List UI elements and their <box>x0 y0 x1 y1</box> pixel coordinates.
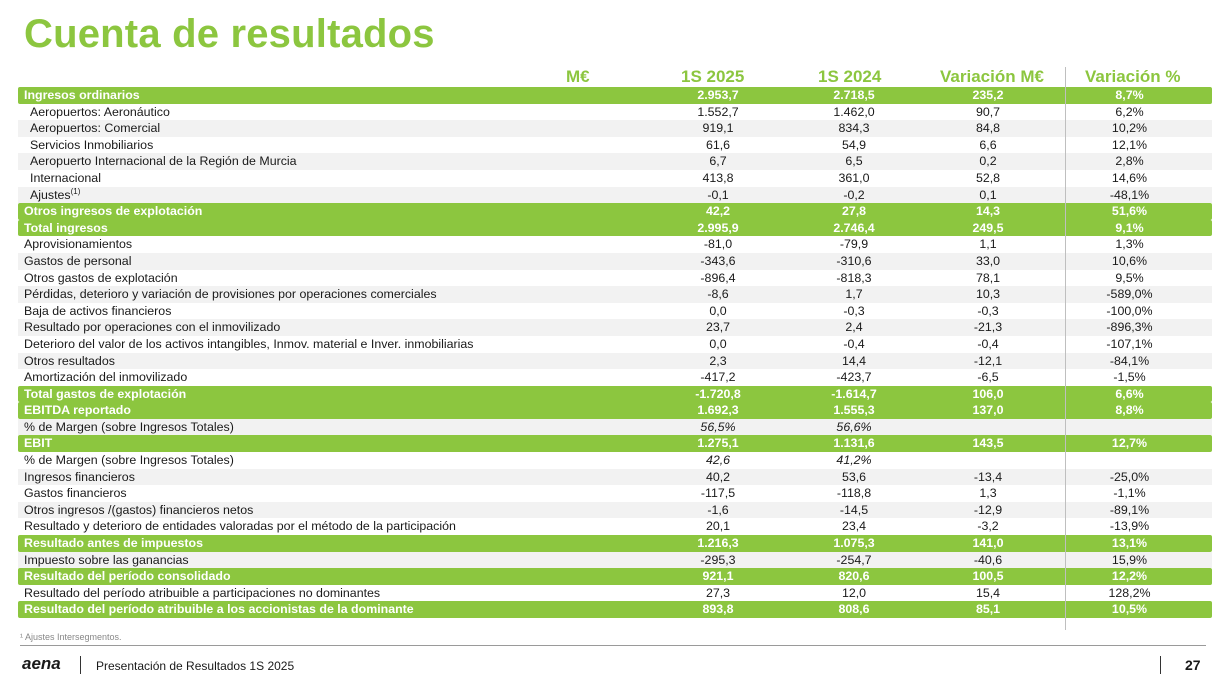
row-label <box>24 518 456 535</box>
cell-variacion-meur: -0,4 <box>977 336 999 351</box>
table-row-highlight <box>18 402 1212 419</box>
cell-1s2024: 23,4 <box>841 519 867 534</box>
cell-variacion-pct: -1,1% <box>1113 486 1146 501</box>
column-header-1s2024: 1S 2024 <box>818 67 882 86</box>
cell-variacion-meur: 235,2 <box>972 88 1004 102</box>
cell-variacion-pct: 1,3% <box>1115 237 1144 252</box>
cell-1s2025: 0,0 <box>709 336 727 351</box>
cell-variacion-pct: 14,6% <box>1111 170 1148 185</box>
cell-1s2025: -295,3 <box>700 552 736 567</box>
cell-variacion-meur: 137,0 <box>972 403 1004 418</box>
table-row-highlight <box>18 601 1212 618</box>
cell-variacion-pct: -100,0% <box>1106 303 1153 318</box>
cell-variacion-meur: -40,6 <box>973 552 1003 567</box>
cell-1s2025: 2.995,9 <box>697 220 739 235</box>
cell-1s2024: 361,0 <box>838 170 870 185</box>
row-label-text: Otros gastos de explotación <box>24 270 178 285</box>
cell-1s2024: 820,6 <box>838 569 870 584</box>
cell-1s2024: 808,6 <box>838 602 870 617</box>
row-label <box>24 568 231 585</box>
row-label-text: % de Margen (sobre Ingresos Totales) <box>24 453 234 468</box>
table-row <box>18 585 1212 602</box>
cell-variacion-meur: 143,5 <box>972 436 1004 451</box>
row-label-text: Deterioro del valor de los activos intangibles, Inmov. material e Inver. inmobiliarias <box>24 336 474 351</box>
cell-1s2025: 893,8 <box>702 602 734 617</box>
row-label-text: Resultado por operaciones con el inmovilizado <box>24 320 281 335</box>
cell-1s2024: -1.614,7 <box>831 386 877 401</box>
table-row <box>18 137 1212 154</box>
table-row-highlight <box>18 203 1212 220</box>
cell-1s2025: 1.552,7 <box>697 104 739 119</box>
table-row <box>18 170 1212 187</box>
row-label <box>24 353 115 370</box>
cell-variacion-pct: -25,0% <box>1109 469 1150 484</box>
table-row <box>18 253 1212 270</box>
cell-1s2025: 20,1 <box>705 519 731 534</box>
cell-variacion-pct: 128,2% <box>1108 585 1151 600</box>
row-label-text: EBITDA reportado <box>24 403 131 418</box>
cell-variacion-meur: 141,0 <box>972 536 1004 551</box>
cell-1s2025: 1.216,3 <box>697 536 739 551</box>
table-row <box>18 104 1212 121</box>
cell-1s2025: -1.720,8 <box>695 386 741 401</box>
row-label-text: Gastos financieros <box>24 486 127 501</box>
cell-variacion-pct <box>1063 452 1196 469</box>
row-label <box>24 220 108 237</box>
cell-1s2024: 1.131,6 <box>833 436 875 451</box>
cell-1s2024: 2,4 <box>845 320 863 335</box>
row-label-text: Ingresos ordinarios <box>24 88 140 102</box>
row-label <box>30 137 153 154</box>
cell-variacion-meur: 249,5 <box>972 220 1004 235</box>
cell-variacion-meur: 1,3 <box>979 486 997 501</box>
table-row <box>18 187 1212 204</box>
cell-1s2024: -118,8 <box>836 486 872 501</box>
income-statement-table <box>18 87 1212 618</box>
row-label <box>24 452 234 469</box>
cell-variacion-meur: -12,1 <box>973 353 1003 368</box>
cell-variacion-meur <box>905 419 1071 436</box>
row-label-text: Resultado del período consolidado <box>24 569 231 584</box>
cell-variacion-pct: -89,1% <box>1109 502 1150 517</box>
table-row <box>18 353 1212 370</box>
cell-variacion-pct: -13,9% <box>1109 519 1150 534</box>
cell-1s2025: -1,6 <box>707 502 729 517</box>
row-label <box>24 386 186 403</box>
row-label-text: Internacional <box>30 170 101 185</box>
row-label <box>30 187 80 204</box>
cell-1s2024: -254,7 <box>836 552 872 567</box>
cell-variacion-meur: 90,7 <box>975 104 1001 119</box>
cell-variacion-pct <box>1063 419 1196 436</box>
cell-variacion-meur: 10,3 <box>975 287 1001 302</box>
cell-1s2025: 919,1 <box>702 121 734 136</box>
cell-1s2025: 42,6 <box>705 453 731 468</box>
row-label <box>24 253 131 270</box>
row-label-text: Resultado del período atribuible a los accionistas de la dominante <box>24 602 414 617</box>
row-label <box>24 369 187 386</box>
row-label <box>24 435 52 452</box>
row-label-text: Aprovisionamientos <box>24 237 133 252</box>
table-row <box>18 369 1212 386</box>
cell-variacion-meur: -3,2 <box>977 519 999 534</box>
cell-1s2024: -0,3 <box>843 303 865 318</box>
cell-1s2025: -0,1 <box>707 187 729 202</box>
cell-1s2025: 27,3 <box>705 585 731 600</box>
row-label-text: Gastos de personal <box>24 253 132 268</box>
cell-variacion-pct: 2,8% <box>1115 154 1144 169</box>
column-header-variacion-meur: Variación M€ <box>940 67 1044 86</box>
cell-variacion-meur: 84,8 <box>975 121 1001 136</box>
cell-1s2025: 42,2 <box>705 204 731 219</box>
cell-variacion-pct: 10,2% <box>1111 121 1148 136</box>
row-label-text: Ajustes <box>30 187 71 202</box>
table-row-highlight <box>18 435 1212 452</box>
cell-1s2024: -423,7 <box>836 370 872 385</box>
row-label-text: Resultado antes de impuestos <box>24 536 204 551</box>
cell-variacion-meur: 52,8 <box>975 170 1001 185</box>
cell-1s2024: -79,9 <box>839 237 869 252</box>
cell-variacion-meur: 14,3 <box>975 204 1001 219</box>
table-row <box>18 485 1212 502</box>
cell-variacion-pct: 10,5% <box>1111 602 1148 617</box>
table-row <box>18 336 1212 353</box>
cell-1s2025: 1.275,1 <box>697 436 739 451</box>
cell-1s2024: 1,7 <box>845 287 863 302</box>
cell-variacion-pct: 13,1% <box>1111 536 1148 551</box>
cell-variacion-meur: 0,1 <box>979 187 997 202</box>
cell-variacion-meur: -21,3 <box>973 320 1003 335</box>
cell-1s2024: 53,6 <box>841 469 867 484</box>
row-label <box>30 120 160 137</box>
column-header-1s2025: 1S 2025 <box>681 67 745 86</box>
row-label-text: Otros ingresos /(gastos) financieros netos <box>24 502 254 517</box>
cell-variacion-meur: 6,6 <box>979 137 997 152</box>
cell-1s2025: 2.953,7 <box>697 88 739 102</box>
row-label-text: EBIT <box>24 436 53 451</box>
cell-1s2025: 1.692,3 <box>697 403 739 418</box>
table-row <box>18 552 1212 569</box>
cell-variacion-pct: 51,6% <box>1111 204 1148 219</box>
cell-variacion-meur: 0,2 <box>979 154 997 169</box>
table-row <box>18 319 1212 336</box>
cell-variacion-meur: 15,4 <box>975 585 1001 600</box>
row-label-text: Otros resultados <box>24 353 115 368</box>
cell-variacion-pct: 10,6% <box>1111 253 1148 268</box>
cell-variacion-pct: -589,0% <box>1106 287 1153 302</box>
row-label-text: Total gastos de explotación <box>24 386 187 401</box>
cell-1s2025: -417,2 <box>700 370 736 385</box>
cell-1s2024: 56,6% <box>836 419 872 434</box>
footnote: ¹ Ajustes Intersegmentos. <box>20 632 122 642</box>
cell-1s2025: -343,6 <box>700 253 736 268</box>
unit-header: M€ <box>566 67 590 86</box>
footer-divider <box>20 645 1206 646</box>
row-label <box>24 469 135 486</box>
cell-variacion-pct: -1,5% <box>1113 370 1146 385</box>
cell-variacion-meur: -13,4 <box>973 469 1003 484</box>
cell-variacion-pct: 12,7% <box>1111 436 1148 451</box>
row-label-text: Resultado del período atribuible a participaciones no dominantes <box>24 585 381 600</box>
row-label <box>24 419 234 436</box>
table-row <box>18 469 1212 486</box>
cell-variacion-pct: 9,1% <box>1115 220 1144 235</box>
row-label <box>24 552 189 569</box>
cell-1s2024: 2.718,5 <box>833 88 875 102</box>
row-label-text: Amortización del inmovilizado <box>24 370 188 385</box>
row-label <box>30 104 170 121</box>
row-label-text: Impuesto sobre las ganancias <box>24 552 189 567</box>
table-row <box>18 120 1212 137</box>
row-label <box>30 153 297 170</box>
cell-variacion-meur: 33,0 <box>975 253 1001 268</box>
row-label <box>24 601 414 618</box>
cell-1s2024: 1.075,3 <box>833 536 875 551</box>
cell-1s2024: -0,4 <box>843 336 865 351</box>
cell-variacion-meur: -6,5 <box>977 370 999 385</box>
cell-variacion-meur: -0,3 <box>977 303 999 318</box>
cell-1s2024: 834,3 <box>838 121 870 136</box>
row-label <box>24 303 171 320</box>
row-label-text: Resultado y deterioro de entidades valoradas por el método de la participación <box>24 519 456 534</box>
footer-separator <box>80 656 81 674</box>
cell-1s2025: 6,7 <box>709 154 727 169</box>
cell-1s2025: 61,6 <box>705 137 731 152</box>
cell-1s2025: 23,7 <box>705 320 731 335</box>
row-label <box>24 585 380 602</box>
cell-variacion-pct: 8,8% <box>1115 403 1144 418</box>
cell-1s2024: 1.462,0 <box>833 104 875 119</box>
cell-variacion-meur <box>905 452 1071 469</box>
table-row <box>18 419 1212 436</box>
footer-separator <box>1160 656 1161 674</box>
aena-logo: aena <box>22 654 61 673</box>
row-label <box>24 402 131 419</box>
table-row-highlight <box>18 535 1212 552</box>
row-label <box>24 270 178 287</box>
footer-text: Presentación de Resultados 1S 2025 <box>96 659 295 673</box>
cell-1s2024: -0,2 <box>843 187 865 202</box>
cell-1s2025: 413,8 <box>702 170 734 185</box>
table-row-highlight <box>18 220 1212 237</box>
cell-variacion-pct: 12,2% <box>1111 569 1148 584</box>
cell-1s2024: 2.746,4 <box>833 220 875 235</box>
row-label-text: % de Margen (sobre Ingresos Totales) <box>24 419 234 434</box>
cell-1s2024: 14,4 <box>841 353 867 368</box>
row-label-text: Aeropuerto Internacional de la Región de Murcia <box>30 154 297 169</box>
row-label <box>30 170 101 187</box>
row-label-text: Servicios Inmobiliarios <box>30 137 154 152</box>
cell-1s2025: -81,0 <box>703 237 733 252</box>
table-row <box>18 153 1212 170</box>
page-title: Cuenta de resultados <box>24 12 435 56</box>
cell-variacion-meur: 85,1 <box>975 602 1001 617</box>
cell-variacion-pct: -896,3% <box>1106 320 1153 335</box>
cell-1s2025: -896,4 <box>700 270 736 285</box>
cell-1s2024: -818,3 <box>836 270 872 285</box>
cell-variacion-meur: 1,1 <box>979 237 997 252</box>
cell-1s2024: 1.555,3 <box>833 403 875 418</box>
table-row <box>18 303 1212 320</box>
cell-variacion-meur: -12,9 <box>973 502 1003 517</box>
column-header-variacion-pct: Variación % <box>1085 67 1181 86</box>
row-label-text: Aeropuertos: Comercial <box>30 121 161 136</box>
cell-variacion-pct: 6,2% <box>1115 104 1144 119</box>
cell-variacion-pct: 12,1% <box>1111 137 1148 152</box>
cell-variacion-pct: 6,6% <box>1115 386 1144 401</box>
cell-variacion-pct: -84,1% <box>1109 353 1150 368</box>
row-label-text: Baja de activos financieros <box>24 303 172 318</box>
cell-1s2024: 27,8 <box>841 204 867 219</box>
cell-variacion-meur: 106,0 <box>972 386 1004 401</box>
table-row-highlight <box>18 386 1212 403</box>
column-divider <box>1065 67 1066 630</box>
row-label <box>24 286 437 303</box>
row-label <box>24 236 132 253</box>
cell-1s2025: 2,3 <box>709 353 727 368</box>
cell-1s2025: 56,5% <box>700 419 736 434</box>
table-row-highlight <box>18 87 1212 104</box>
table-row <box>18 452 1212 469</box>
cell-1s2024: 54,9 <box>841 137 867 152</box>
row-label-text: Otros ingresos de explotación <box>24 204 203 219</box>
row-label <box>24 336 473 353</box>
cell-variacion-pct: 9,5% <box>1115 270 1144 285</box>
cell-variacion-pct: -48,1% <box>1109 187 1150 202</box>
cell-1s2024: -310,6 <box>836 253 872 268</box>
cell-variacion-meur: 100,5 <box>972 569 1004 584</box>
table-row <box>18 286 1212 303</box>
row-label-text: Pérdidas, deterioro y variación de provisiones por operaciones comerciales <box>24 287 437 302</box>
cell-1s2024: 6,5 <box>845 154 863 169</box>
cell-1s2025: 921,1 <box>702 569 734 584</box>
row-label <box>24 535 203 552</box>
row-label <box>24 502 253 519</box>
cell-variacion-pct: 15,9% <box>1111 552 1148 567</box>
cell-variacion-meur: 78,1 <box>975 270 1001 285</box>
footnote-marker: (1) <box>70 186 81 196</box>
cell-variacion-pct: 8,7% <box>1115 88 1144 102</box>
cell-variacion-pct: -107,1% <box>1106 336 1153 351</box>
cell-1s2024: -14,5 <box>839 502 869 517</box>
cell-1s2025: 0,0 <box>709 303 727 318</box>
row-label <box>24 319 280 336</box>
row-label <box>24 485 127 502</box>
row-label <box>24 87 140 104</box>
table-row <box>18 502 1212 519</box>
page-number: 27 <box>1185 657 1201 673</box>
table-row <box>18 270 1212 287</box>
cell-1s2025: -8,6 <box>707 287 729 302</box>
cell-1s2024: 12,0 <box>841 585 867 600</box>
row-label-text: Total ingresos <box>24 220 108 235</box>
row-label-text: Aeropuertos: Aeronáutico <box>30 104 170 119</box>
table-row <box>18 236 1212 253</box>
cell-1s2024: 41,2% <box>836 453 872 468</box>
row-label <box>24 203 202 220</box>
cell-1s2025: 40,2 <box>705 469 731 484</box>
cell-1s2025: -117,5 <box>700 486 736 501</box>
row-label-text: Ingresos financieros <box>24 469 135 484</box>
table-row-highlight <box>18 568 1212 585</box>
table-row <box>18 518 1212 535</box>
